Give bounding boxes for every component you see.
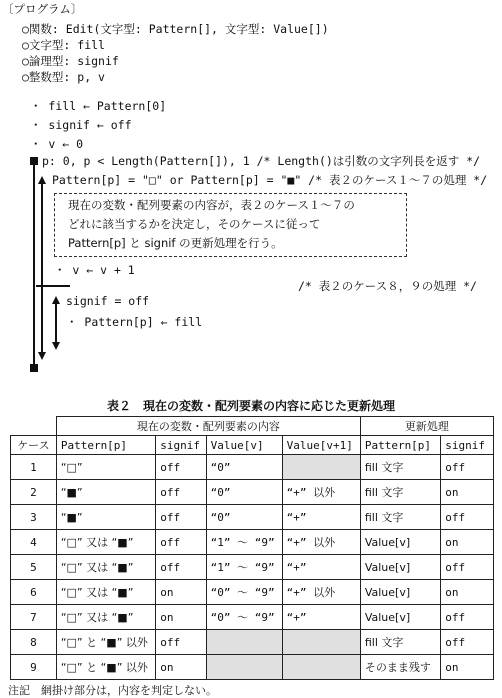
table-row [11, 655, 494, 680]
group-spacer [11, 417, 57, 436]
header-new-signif: signif [441, 436, 494, 455]
table-cell: off [156, 530, 206, 555]
header-signif: signif [156, 436, 206, 455]
table-cell: “+” [282, 555, 360, 580]
table-cell: off [441, 605, 494, 630]
table-cell: “+” [282, 605, 360, 630]
header-case: ケース [11, 436, 57, 455]
table-cell: “+” [282, 505, 360, 530]
table-cell: 3 [11, 505, 57, 530]
table-cell: 4 [11, 530, 57, 555]
table-cell [282, 455, 360, 480]
process-line-2: どれに該当するかを決定し，そのケースに従って [68, 217, 321, 231]
inner-condition: signif = off [66, 294, 150, 308]
table-cell: fill 文字 [360, 480, 440, 505]
table-cell: “□” と “■” 以外 [56, 630, 155, 655]
table-row [11, 605, 494, 630]
table-cell: on [156, 580, 206, 605]
table-cell: “□” 又は “■” [56, 580, 155, 605]
table-cell: 7 [11, 605, 57, 630]
table-cell: fill 文字 [360, 455, 440, 480]
table-cell: Value[v] [360, 605, 440, 630]
inner-branch-start-marker [52, 296, 60, 304]
table-cell: “0” ～ “9” [206, 605, 282, 630]
branch-end-marker [38, 352, 46, 360]
header-value-v: Value[v] [206, 436, 282, 455]
header-pattern: Pattern[p] [56, 436, 155, 455]
header-new-pattern: Pattern[p] [360, 436, 440, 455]
table-cell: off [441, 455, 494, 480]
stmt-v: ・ v ← 0 [30, 137, 84, 151]
update-table [10, 416, 494, 680]
stmt-signif: ・ signif ← off [30, 118, 132, 132]
table-row [11, 555, 494, 580]
table-cell [206, 655, 282, 680]
function-declaration: ○関数: Edit(文字型: Pattern[], 文字型: Value[]) [22, 22, 329, 36]
table-cell: “0” ～ “9” [206, 580, 282, 605]
char-declaration: ○文字型: fill [22, 38, 105, 52]
table-caption: 表２ 現在の変数・配列要素の内容に応じた更新処理 [106, 399, 395, 413]
table-row [11, 505, 494, 530]
table-cell: “1” ～ “9” [206, 555, 282, 580]
table-cell: “0” [206, 480, 282, 505]
table-row [11, 480, 494, 505]
else-divider [36, 285, 70, 287]
table-cell: off [156, 480, 206, 505]
table-cell: 5 [11, 555, 57, 580]
group-current-header: 現在の変数・配列要素の内容 [56, 417, 360, 436]
table-cell: off [441, 630, 494, 655]
table-cell: “□” [56, 455, 155, 480]
table-cell: on [441, 480, 494, 505]
inner-branch-end-marker [52, 342, 60, 350]
table-cell: “□” 又は “■” [56, 530, 155, 555]
table-cell: fill 文字 [360, 630, 440, 655]
process-line-1: 現在の変数・配列要素の内容が，表２のケース１～７の [68, 198, 355, 212]
loop-header: p: 0, p < Length(Pattern[]), 1 /* Length()は引数の文字列長を返す */ [42, 154, 481, 168]
table-row [11, 580, 494, 605]
table-row [11, 455, 494, 480]
table-cell: 8 [11, 630, 57, 655]
process-line-3: Pattern[p] と signif の更新処理を行う。 [68, 236, 283, 250]
table-cell: Value[v] [360, 580, 440, 605]
table-cell: off [156, 555, 206, 580]
loop-start-marker [30, 157, 38, 165]
table-group-header [11, 417, 494, 436]
table-cell: off [156, 505, 206, 530]
table-cell: “□” 又は “■” [56, 605, 155, 630]
table-row [11, 530, 494, 555]
stmt-pattern-fill: ・ Pattern[p] ← fill [66, 315, 203, 329]
table-cell: 1 [11, 455, 57, 480]
table-cell: on [156, 655, 206, 680]
program-title: 〔プログラム〕 [2, 2, 83, 16]
table-cell: “+” 以外 [282, 580, 360, 605]
branch-line [41, 184, 43, 354]
table-cell: “0” [206, 505, 282, 530]
logic-declaration: ○論理型: signif [22, 54, 119, 68]
table-cell [206, 630, 282, 655]
branch-condition: Pattern[p] = "□" or Pattern[p] = "■" /* 表２のケース１～７の処理 */ [52, 173, 488, 187]
table-cell: on [441, 530, 494, 555]
header-value-v1: Value[v+1] [282, 436, 360, 455]
table-note: 注記 網掛け部分は，内容を判定しない。 [8, 684, 217, 697]
table-cell: off [441, 555, 494, 580]
table-cell: “□” と “■” 以外 [56, 655, 155, 680]
table-cell: “+” 以外 [282, 530, 360, 555]
table-cell: off [156, 630, 206, 655]
table-cell: “1” ～ “9” [206, 530, 282, 555]
table-cell: off [441, 505, 494, 530]
table-cell: Value[v] [360, 530, 440, 555]
table-cell: off [156, 455, 206, 480]
else-comment: /* 表２のケース８，９の処理 */ [298, 279, 477, 293]
table-cell: “+” 以外 [282, 480, 360, 505]
branch-start-marker [38, 176, 46, 184]
table-cell: Value[v] [360, 555, 440, 580]
table-cell: “■” [56, 480, 155, 505]
table-cell [282, 655, 360, 680]
int-declaration: ○整数型: p, v [22, 70, 105, 84]
table-cell: on [156, 605, 206, 630]
inner-branch-line [55, 304, 57, 344]
table-cell: on [441, 655, 494, 680]
table-cell: “■” [56, 505, 155, 530]
table-cell: “0” [206, 455, 282, 480]
table-row [11, 630, 494, 655]
table-cell: “□” 又は “■” [56, 555, 155, 580]
table-column-header [11, 436, 494, 455]
stmt-v-increment: ・ v ← v + 1 [54, 263, 135, 277]
table-cell: fill 文字 [360, 505, 440, 530]
table-cell: 2 [11, 480, 57, 505]
loop-end-marker [30, 364, 38, 372]
table-cell: 9 [11, 655, 57, 680]
table-cell [282, 630, 360, 655]
table-cell: そのまま残す [360, 655, 440, 680]
group-update-header: 更新処理 [360, 417, 493, 436]
loop-line [33, 165, 35, 365]
table-cell: 6 [11, 580, 57, 605]
stmt-fill: ・ fill ← Pattern[0] [30, 99, 167, 113]
table-cell: on [441, 580, 494, 605]
